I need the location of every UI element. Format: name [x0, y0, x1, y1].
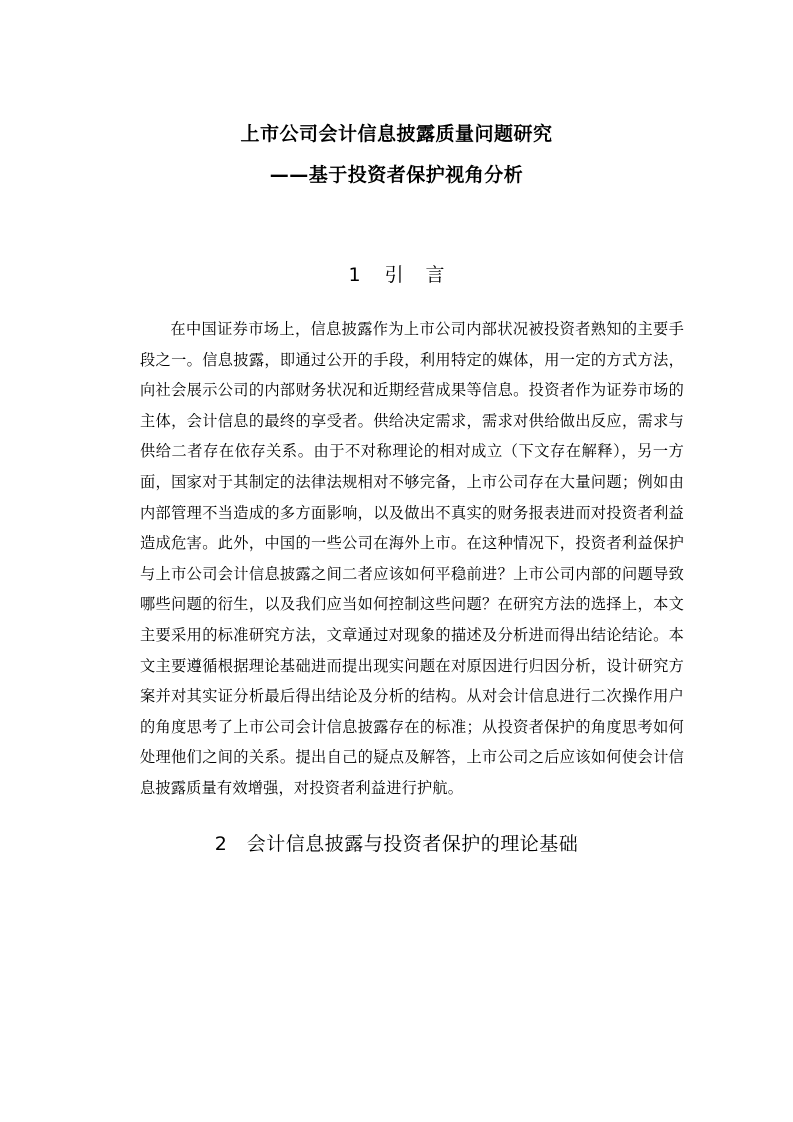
section-title: 引言 [384, 264, 467, 286]
section-number: 1 [348, 264, 361, 286]
section-title: 会计信息披露与投资者保护的理论基础 [246, 833, 579, 855]
document-subtitle: ——基于投资者保护视角分析 [269, 164, 524, 186]
section-number: 2 [214, 833, 227, 855]
document-title: 上市公司会计信息披露质量问题研究 [240, 123, 553, 145]
section-heading-theory [0, 831, 793, 857]
introduction-paragraph: 在中国证券市场上，信息披露作为上市公司内部状况被投资者熟知的主要手段之一。信息披露，即通过公开的手段，利用特定的媒体，用一定的方式方法，向社会展示公司的内部财务状况和近期经营成果等信息。投资者作为证券市场的主体，会计信息的最终的享受者。供给决定需求，需求对供给做出反应，需求与供给二者存在依存关系。由于不对称理论的相对成立（下文存在解释），另一方面，国家对于其制定的法律法规相对不够完备，上市公司存在大量问题；例如由内部管理不当造成的多方面影响，以及做出不真实的财务报表进而对投资者利益造成危害。此外，中国的一些公司在海外上市。在这种情况下，投资者利益保护与上市公司会计信息披露之间二者应该如何平稳前进？上市公司内部的问题导致哪些问题的衍生，以及我们应当如何控制这些问题？在研究方法的选择上，本文主要采用的标准研究方法，文章通过对现象的描述及分析进而得出结论结论。本文主要遵循根据理论基础进而提出现实问题在对原因进行归因分析，设计研究方案并对其实证分析最后得出结论及分析的结构。从对会计信息进行二次操作用户的角度思考了上市公司会计信息披露存在的标准；从投资者保护的角度思考如何处理他们之间的关系。提出自己的疑点及解答，上市公司之后应该如何使会计信息披露质量有效增强，对投资者利益进行护航。 [140, 320, 684, 797]
section-heading-introduction [0, 262, 793, 288]
